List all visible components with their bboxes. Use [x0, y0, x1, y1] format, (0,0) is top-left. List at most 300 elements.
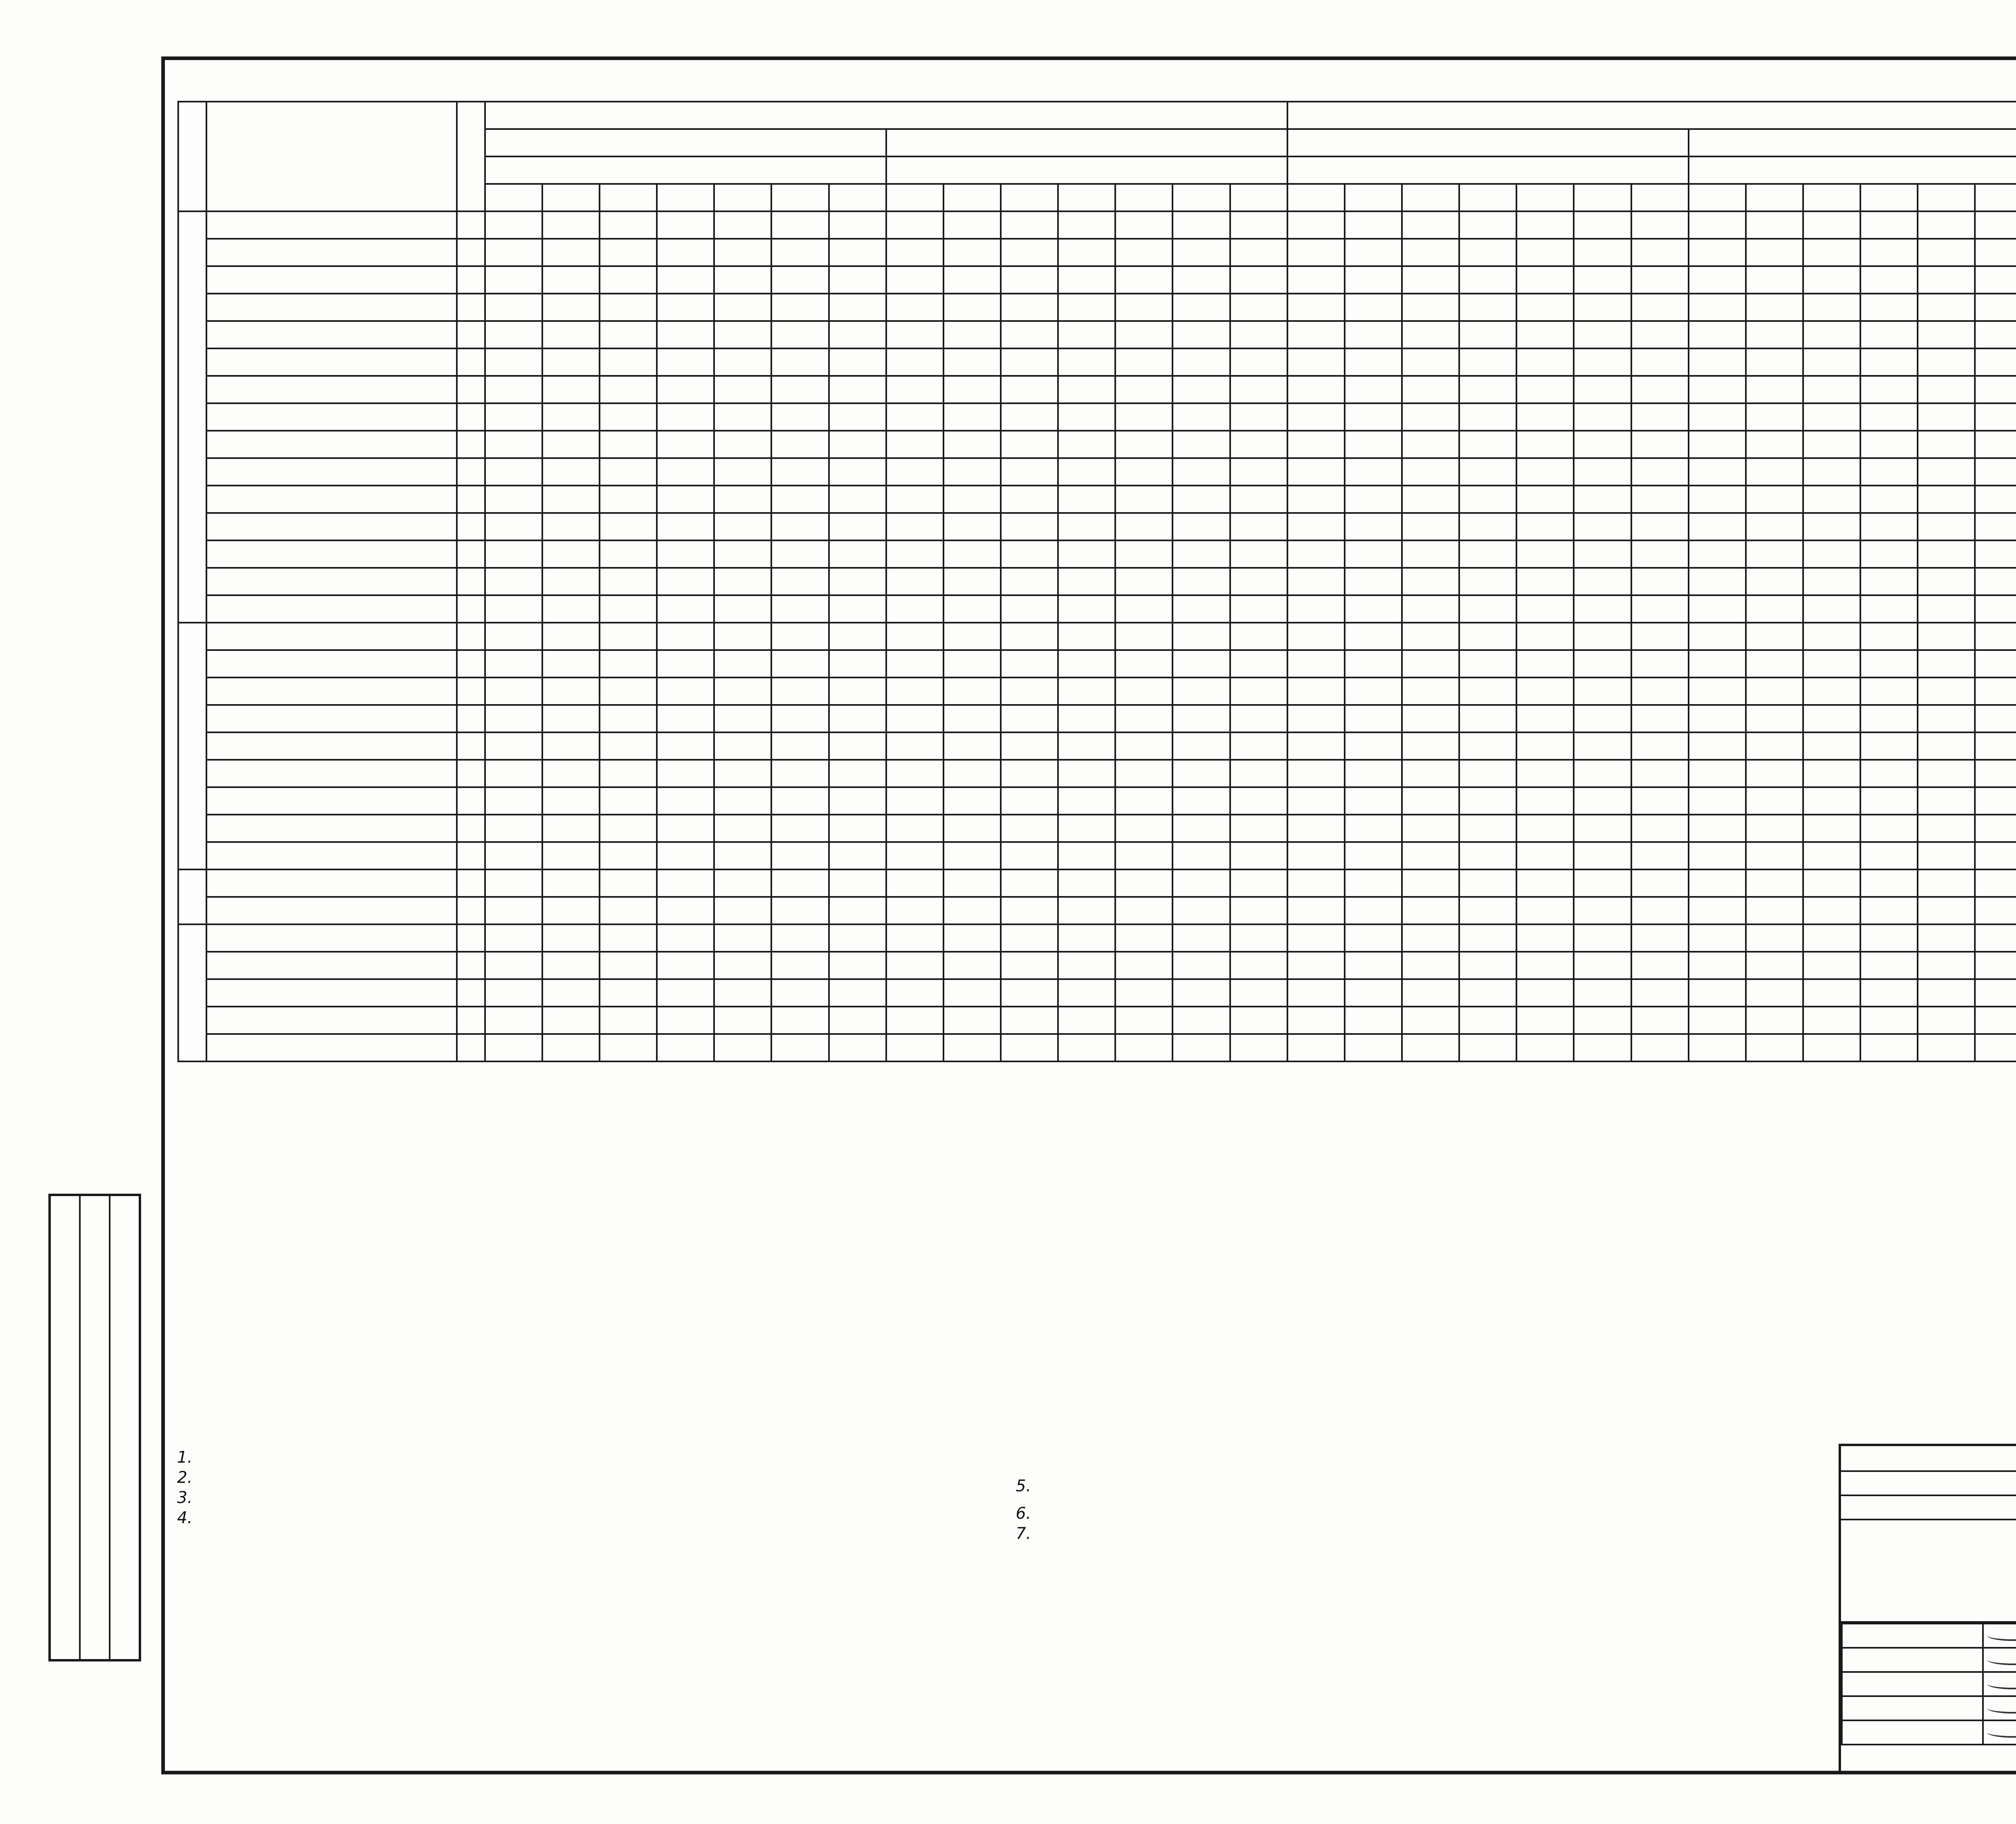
value-cell	[542, 650, 600, 677]
value-cell	[1918, 348, 1975, 376]
value-cell	[1058, 403, 1115, 431]
value-cell	[657, 595, 714, 623]
value-cell	[1574, 348, 1631, 376]
value-cell	[600, 540, 657, 568]
value-cell	[1230, 540, 1287, 568]
value-cell	[1574, 677, 1631, 705]
value-cell	[829, 1007, 886, 1034]
value-cell	[1860, 623, 1918, 650]
value-cell	[1975, 897, 2016, 924]
value-cell	[1287, 705, 1345, 732]
value-cell	[1516, 540, 1574, 568]
value-cell	[657, 513, 714, 540]
value-cell	[485, 760, 542, 787]
formula-cell	[206, 1007, 457, 1034]
value-cell	[1631, 677, 1689, 705]
value-cell	[829, 513, 886, 540]
value-cell	[1746, 760, 1803, 787]
table-row	[178, 760, 2016, 787]
formula-cell	[206, 403, 457, 431]
table-row	[178, 595, 2016, 623]
value-cell	[1860, 486, 1918, 513]
value-cell	[771, 431, 829, 458]
value-cell	[1230, 513, 1287, 540]
value-cell	[829, 321, 886, 348]
unit-cell	[457, 650, 485, 677]
value-cell	[1574, 266, 1631, 294]
value-cell	[1574, 732, 1631, 760]
value-cell	[1287, 842, 1345, 869]
value-cell	[1516, 513, 1574, 540]
value-cell	[1803, 760, 1860, 787]
header-sections	[886, 156, 1287, 184]
value-cell	[1975, 1007, 2016, 1034]
value-cell	[886, 677, 943, 705]
value-cell	[886, 842, 943, 869]
value-cell	[943, 677, 1001, 705]
value-cell	[829, 239, 886, 266]
value-cell	[1689, 540, 1746, 568]
value-cell	[1115, 294, 1173, 321]
header-section-6-6	[1975, 184, 2016, 211]
value-cell	[886, 623, 943, 650]
header-section-1-1	[485, 184, 542, 211]
formula-cell	[206, 897, 457, 924]
formula-cell	[206, 787, 457, 815]
value-cell	[1173, 595, 1230, 623]
value-cell	[1402, 650, 1459, 677]
value-cell	[1173, 513, 1230, 540]
value-cell	[1345, 979, 1402, 1007]
value-cell	[771, 815, 829, 842]
unit-cell	[457, 458, 485, 486]
value-cell	[1689, 403, 1746, 431]
group-label-cell	[178, 924, 206, 1061]
value-cell	[1058, 266, 1115, 294]
value-cell	[1975, 815, 2016, 842]
value-cell	[1345, 677, 1402, 705]
value-cell	[1860, 842, 1918, 869]
value-cell	[886, 924, 943, 952]
value-cell	[1001, 486, 1058, 513]
value-cell	[600, 239, 657, 266]
value-cell	[771, 458, 829, 486]
value-cell	[1230, 458, 1287, 486]
value-cell	[1918, 815, 1975, 842]
header-section-4-4	[1058, 184, 1115, 211]
value-cell	[771, 732, 829, 760]
value-cell	[1001, 815, 1058, 842]
value-cell	[542, 623, 600, 650]
value-cell	[1058, 513, 1115, 540]
value-cell	[943, 897, 1001, 924]
value-cell	[1746, 732, 1803, 760]
value-cell	[943, 787, 1001, 815]
value-cell	[714, 732, 771, 760]
value-cell	[542, 924, 600, 952]
value-cell	[542, 1007, 600, 1034]
tb-project	[1841, 1520, 2016, 1621]
value-cell	[542, 403, 600, 431]
value-cell	[1975, 623, 2016, 650]
value-cell	[943, 266, 1001, 294]
value-cell	[600, 1034, 657, 1061]
value-cell	[829, 403, 886, 431]
value-cell	[886, 321, 943, 348]
value-cell	[485, 815, 542, 842]
value-cell	[1689, 595, 1746, 623]
header-section-6-6	[1173, 184, 1230, 211]
value-cell	[600, 266, 657, 294]
value-cell	[1287, 540, 1345, 568]
value-cell	[1115, 595, 1173, 623]
value-cell	[1860, 705, 1918, 732]
value-cell	[1001, 869, 1058, 897]
header-sections	[1689, 156, 2016, 184]
value-cell	[1918, 376, 1975, 403]
table-row	[178, 376, 2016, 403]
value-cell	[542, 595, 600, 623]
value-cell	[1058, 897, 1115, 924]
value-cell	[1860, 266, 1918, 294]
value-cell	[1345, 403, 1402, 431]
value-cell	[1574, 458, 1631, 486]
value-cell	[1689, 979, 1746, 1007]
value-cell	[1689, 486, 1746, 513]
value-cell	[485, 869, 542, 897]
unit-cell	[457, 239, 485, 266]
value-cell	[542, 1034, 600, 1061]
note-item	[198, 1488, 984, 1508]
value-cell	[542, 513, 600, 540]
value-cell	[1574, 787, 1631, 815]
value-cell	[1746, 705, 1803, 732]
value-cell	[1001, 705, 1058, 732]
value-cell	[657, 732, 714, 760]
value-cell	[714, 211, 771, 239]
value-cell	[1058, 623, 1115, 650]
value-cell	[886, 1034, 943, 1061]
value-cell	[714, 294, 771, 321]
value-cell	[1975, 869, 2016, 897]
value-cell	[657, 1007, 714, 1034]
value-cell	[485, 458, 542, 486]
formula-cell	[206, 952, 457, 979]
value-cell	[1115, 1007, 1173, 1034]
value-cell	[1689, 869, 1746, 897]
table-row	[178, 952, 2016, 979]
value-cell	[1115, 403, 1173, 431]
unit-cell	[457, 815, 485, 842]
value-cell	[1746, 321, 1803, 348]
value-cell	[943, 924, 1001, 952]
value-cell	[1230, 431, 1287, 458]
value-cell	[1631, 787, 1689, 815]
value-cell	[771, 952, 829, 979]
value-cell	[1001, 211, 1058, 239]
formula-cell	[206, 321, 457, 348]
value-cell	[771, 403, 829, 431]
calculation-table	[177, 101, 2016, 1062]
value-cell	[1574, 486, 1631, 513]
value-cell	[1115, 486, 1173, 513]
value-cell	[600, 294, 657, 321]
value-cell	[1860, 348, 1918, 376]
value-cell	[1975, 952, 2016, 979]
value-cell	[1516, 979, 1574, 1007]
value-cell	[1918, 897, 1975, 924]
value-cell	[1746, 952, 1803, 979]
value-cell	[1689, 348, 1746, 376]
value-cell	[1230, 348, 1287, 376]
unit-cell	[457, 211, 485, 239]
value-cell	[1860, 760, 1918, 787]
value-cell	[1402, 979, 1459, 1007]
value-cell	[1746, 513, 1803, 540]
value-cell	[657, 294, 714, 321]
value-cell	[1230, 732, 1287, 760]
value-cell	[1860, 376, 1918, 403]
value-cell	[1918, 650, 1975, 677]
value-cell	[943, 623, 1001, 650]
value-cell	[1402, 952, 1459, 979]
value-cell	[1058, 677, 1115, 705]
value-cell	[771, 1034, 829, 1061]
value-cell	[1631, 486, 1689, 513]
header-sections	[485, 156, 886, 184]
value-cell	[600, 952, 657, 979]
value-cell	[1689, 568, 1746, 595]
table-row	[178, 1034, 2016, 1061]
value-cell	[829, 623, 886, 650]
unit-cell	[457, 513, 485, 540]
value-cell	[1918, 513, 1975, 540]
value-cell	[542, 897, 600, 924]
value-cell	[1173, 403, 1230, 431]
value-cell	[886, 376, 943, 403]
formula-cell	[206, 486, 457, 513]
value-cell	[943, 403, 1001, 431]
value-cell	[1173, 239, 1230, 266]
unit-cell	[457, 1034, 485, 1061]
value-cell	[1058, 787, 1115, 815]
value-cell	[771, 869, 829, 897]
value-cell	[1345, 842, 1402, 869]
title-block	[1839, 1444, 2016, 1774]
value-cell	[1803, 348, 1860, 376]
value-cell	[1001, 403, 1058, 431]
value-cell	[1860, 897, 1918, 924]
value-cell	[886, 568, 943, 595]
value-cell	[542, 348, 600, 376]
value-cell	[1918, 431, 1975, 458]
value-cell	[1918, 732, 1975, 760]
value-cell	[1459, 897, 1516, 924]
value-cell	[1860, 431, 1918, 458]
unit-cell	[457, 486, 485, 513]
value-cell	[1173, 677, 1230, 705]
value-cell	[1746, 677, 1803, 705]
value-cell	[1402, 266, 1459, 294]
value-cell	[1115, 897, 1173, 924]
value-cell	[1574, 595, 1631, 623]
value-cell	[714, 376, 771, 403]
value-cell	[1689, 842, 1746, 869]
value-cell	[1001, 321, 1058, 348]
value-cell	[1918, 869, 1975, 897]
value-cell	[1918, 403, 1975, 431]
value-cell	[1631, 815, 1689, 842]
value-cell	[1803, 979, 1860, 1007]
value-cell	[657, 321, 714, 348]
value-cell	[829, 897, 886, 924]
value-cell	[600, 211, 657, 239]
value-cell	[1402, 787, 1459, 815]
value-cell	[1574, 403, 1631, 431]
value-cell	[485, 1034, 542, 1061]
value-cell	[1975, 760, 2016, 787]
value-cell	[714, 348, 771, 376]
value-cell	[943, 540, 1001, 568]
value-cell	[1459, 595, 1516, 623]
header-height-1	[886, 129, 1287, 156]
value-cell	[886, 979, 943, 1007]
value-cell	[714, 815, 771, 842]
value-cell	[1574, 1007, 1631, 1034]
value-cell	[1230, 650, 1287, 677]
value-cell	[1173, 952, 1230, 979]
value-cell	[1402, 348, 1459, 376]
value-cell	[1803, 458, 1860, 486]
value-cell	[1746, 431, 1803, 458]
value-cell	[485, 650, 542, 677]
value-cell	[886, 211, 943, 239]
value-cell	[1173, 650, 1230, 677]
value-cell	[1345, 211, 1402, 239]
header-section-4-4	[657, 184, 714, 211]
value-cell	[485, 924, 542, 952]
value-cell	[1287, 650, 1345, 677]
value-cell	[1516, 952, 1574, 979]
value-cell	[1058, 842, 1115, 869]
value-cell	[1803, 897, 1860, 924]
formula-cell	[206, 294, 457, 321]
value-cell	[1287, 952, 1345, 979]
value-cell	[1345, 540, 1402, 568]
value-cell	[1631, 1034, 1689, 1061]
value-cell	[1746, 348, 1803, 376]
value-cell	[1001, 376, 1058, 403]
value-cell	[1516, 403, 1574, 431]
table-row	[178, 294, 2016, 321]
header-formula	[206, 102, 457, 211]
formula-cell	[206, 239, 457, 266]
value-cell	[1459, 842, 1516, 869]
value-cell	[771, 924, 829, 952]
value-cell	[657, 239, 714, 266]
value-cell	[1918, 979, 1975, 1007]
value-cell	[1975, 239, 2016, 266]
header-section-7-7	[829, 184, 886, 211]
value-cell	[1173, 732, 1230, 760]
value-cell	[485, 568, 542, 595]
value-cell	[1173, 760, 1230, 787]
value-cell	[1574, 815, 1631, 842]
value-cell	[1803, 540, 1860, 568]
value-cell	[1001, 842, 1058, 869]
value-cell	[714, 897, 771, 924]
value-cell	[771, 568, 829, 595]
value-cell	[1631, 924, 1689, 952]
value-cell	[1287, 869, 1345, 897]
unit-cell	[457, 705, 485, 732]
value-cell	[1115, 869, 1173, 897]
value-cell	[1459, 869, 1516, 897]
value-cell	[1230, 568, 1287, 595]
value-cell	[1631, 760, 1689, 787]
formula-cell	[206, 348, 457, 376]
table-row	[178, 924, 2016, 952]
value-cell	[1631, 376, 1689, 403]
value-cell	[1230, 403, 1287, 431]
value-cell	[600, 595, 657, 623]
value-cell	[1115, 458, 1173, 486]
value-cell	[1001, 952, 1058, 979]
value-cell	[1173, 540, 1230, 568]
value-cell	[1287, 595, 1345, 623]
value-cell	[600, 842, 657, 869]
value-cell	[1918, 1007, 1975, 1034]
value-cell	[1058, 595, 1115, 623]
header-section-5-5	[714, 184, 771, 211]
header-height-0	[485, 129, 886, 156]
value-cell	[886, 815, 943, 842]
value-cell	[886, 458, 943, 486]
value-cell	[1975, 348, 2016, 376]
value-cell	[1516, 595, 1574, 623]
value-cell	[600, 869, 657, 897]
value-cell	[1402, 540, 1459, 568]
value-cell	[1803, 869, 1860, 897]
header-sections	[1287, 156, 1689, 184]
value-cell	[1287, 815, 1345, 842]
value-cell	[1001, 458, 1058, 486]
value-cell	[657, 266, 714, 294]
value-cell	[542, 239, 600, 266]
value-cell	[1918, 568, 1975, 595]
header-group-a	[485, 102, 1287, 129]
value-cell	[1631, 540, 1689, 568]
value-cell	[542, 321, 600, 348]
value-cell	[829, 376, 886, 403]
value-cell	[1230, 979, 1287, 1007]
value-cell	[1631, 458, 1689, 486]
value-cell	[600, 1007, 657, 1034]
value-cell	[1516, 623, 1574, 650]
header-section-1-1	[1287, 184, 1345, 211]
value-cell	[1918, 623, 1975, 650]
value-cell	[714, 623, 771, 650]
header-section-1-1	[886, 184, 943, 211]
value-cell	[1173, 211, 1230, 239]
value-cell	[1402, 842, 1459, 869]
value-cell	[1975, 979, 2016, 1007]
value-cell	[600, 979, 657, 1007]
value-cell	[657, 787, 714, 815]
table-row	[178, 705, 2016, 732]
value-cell	[1345, 760, 1402, 787]
value-cell	[657, 952, 714, 979]
